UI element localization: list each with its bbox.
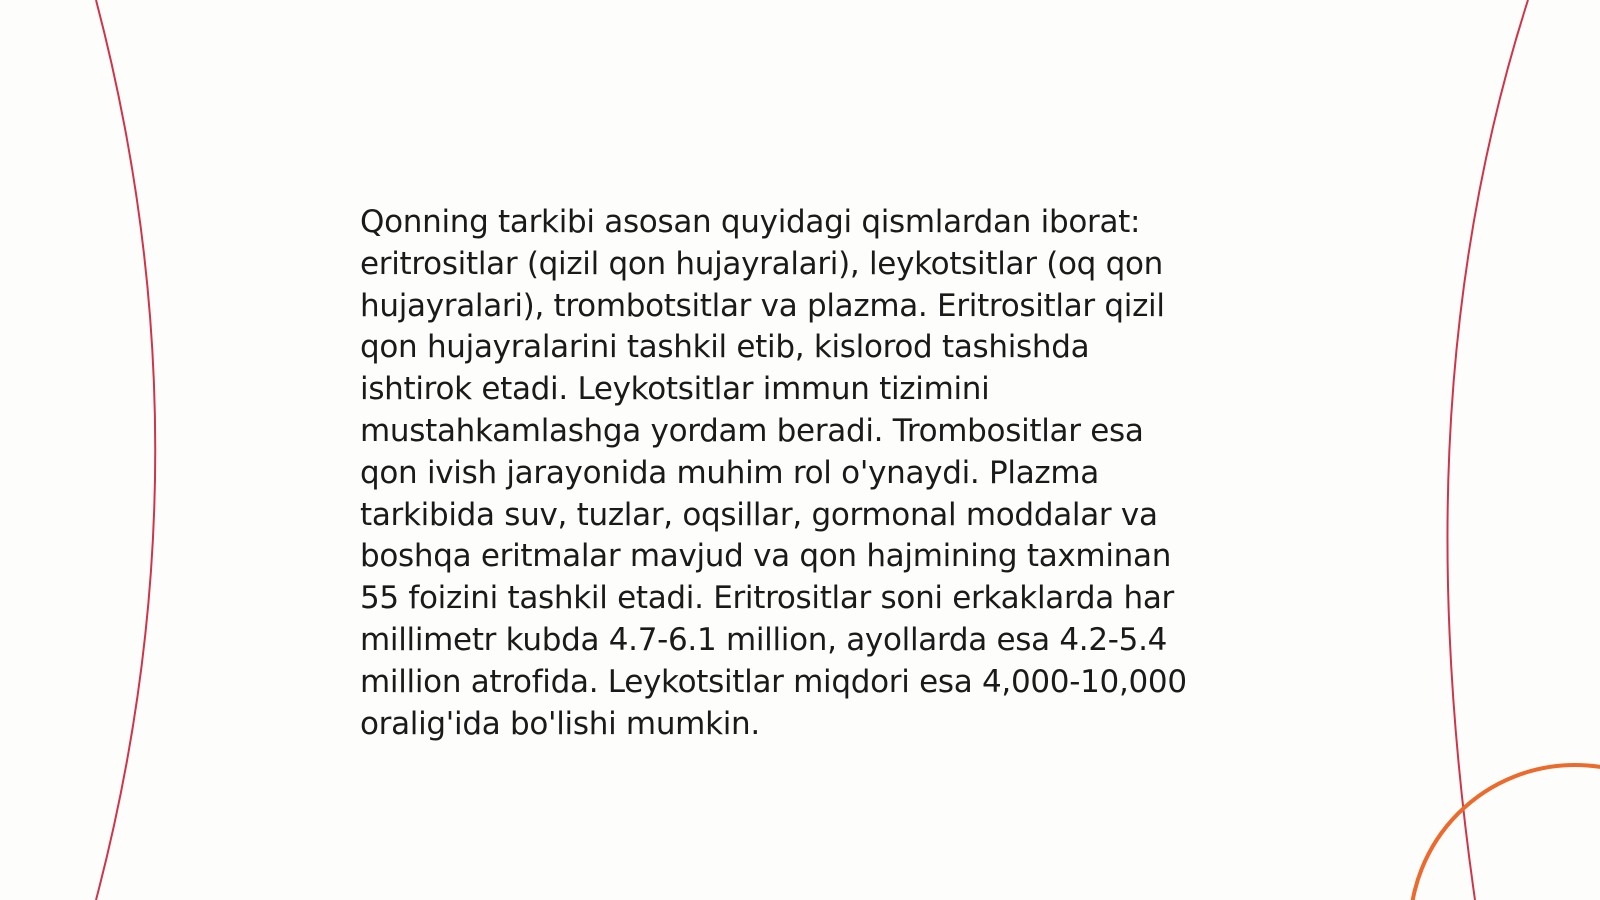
right-curve-line [1447,0,1528,900]
orange-accent-circle [1410,765,1600,900]
left-curve-line [96,0,155,900]
body-paragraph: Qonning tarkibi asosan quyidagi qismlardan iborat: eritrositlar (qizil qon hujayralari), leykotsitlar (oq qon hujayralari), trombotsitlar va plazma. Eritrositlar qizil qon hujayralarini tashkil etib, kislorod tashishda ishtirok etadi. Leykotsitlar immun tizimini mustahkamlashga yordam beradi. Trombositlar esa qon ivish jarayonida muhim rol o'ynaydi. Plazma tarkibida suv, tuzlar, oqsillar, gormonal moddalar va boshqa eritmalar mavjud va qon hajmining taxminan 55 foizini tashkil etadi. Eritrositlar soni erkaklarda har millimetr kubda 4.7-6.1 million, ayollarda esa 4.2-5.4 million atrofida. Leykotsitlar miqdori esa 4,000-10,000 oralig'ida bo'lishi mumkin. [360,204,1187,742]
